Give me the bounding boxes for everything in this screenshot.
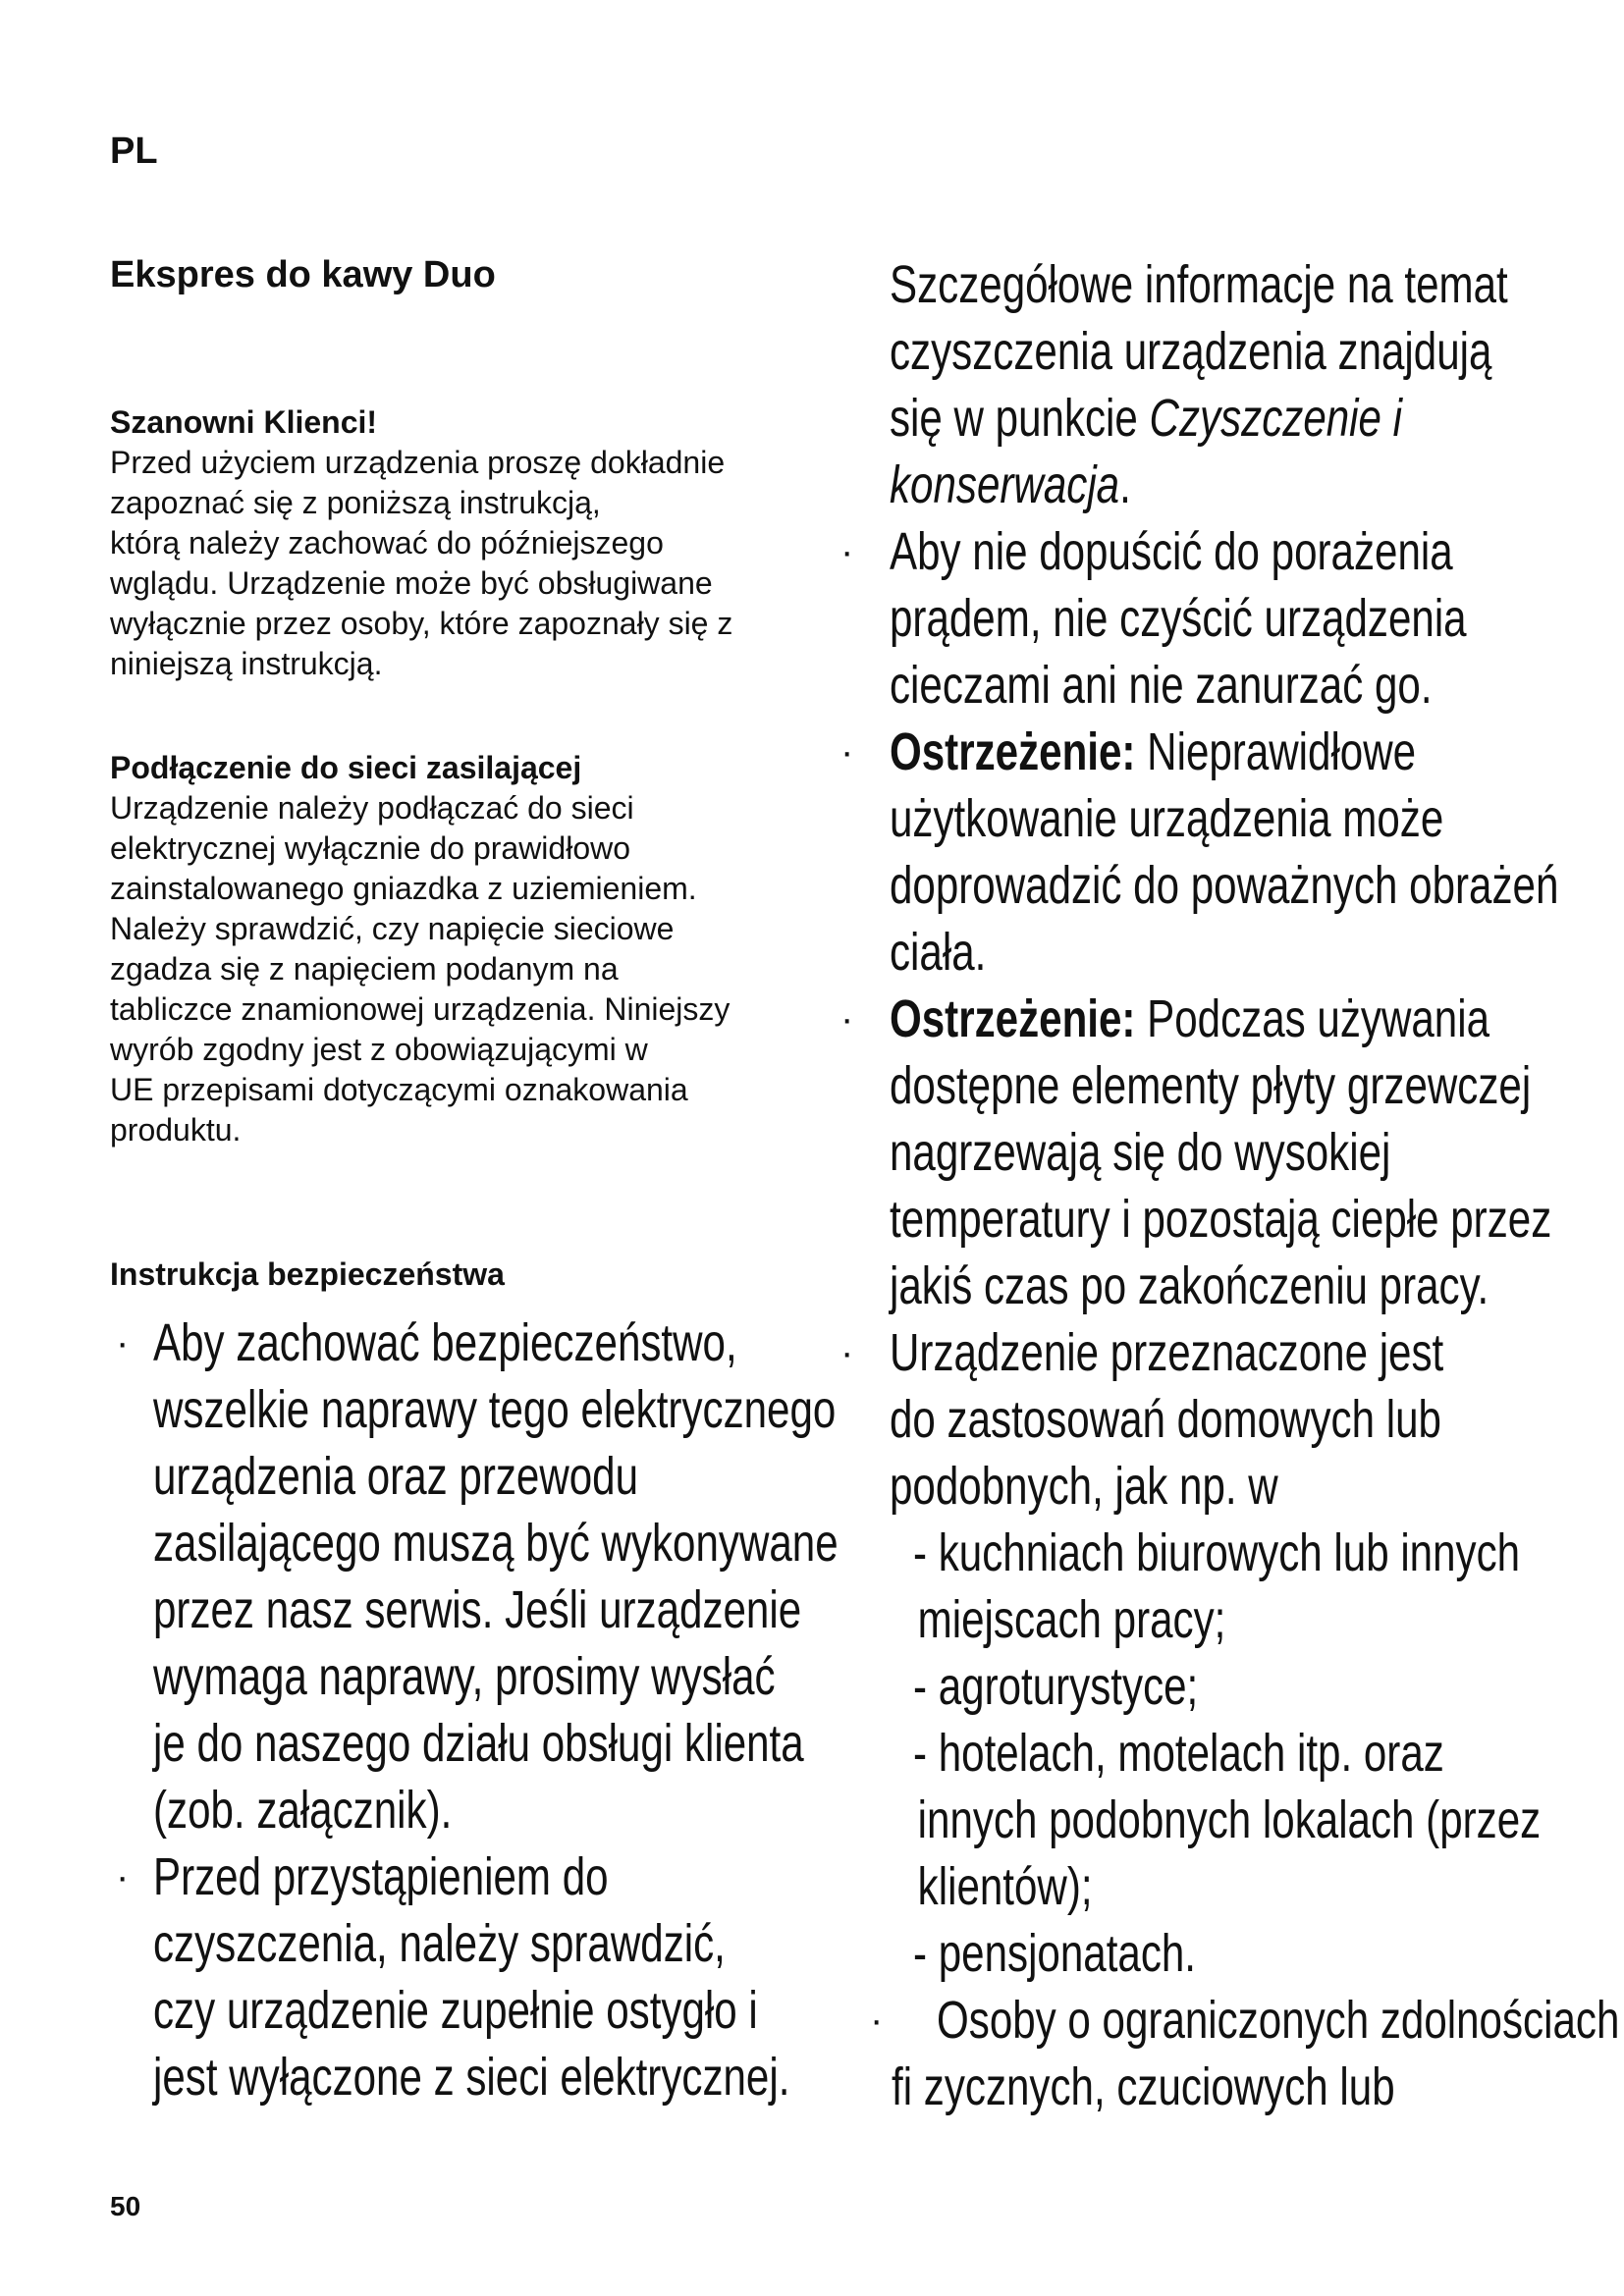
intro-line: Przed użyciem urządzenia proszę dokładnie [110,445,726,480]
power-line: zgadza się z napięciem podanym na [110,951,619,987]
text-line: Urządzenie przeznaczone jest [890,1323,1444,1382]
safety-heading: Instrukcja bezpieczeństwa [110,1256,505,1292]
power-line: produktu. [110,1112,242,1148]
sublist-line: miejscach pracy; [917,1590,1226,1649]
text-line: jakiś czas po zakończeniu pracy. [890,1256,1489,1315]
text-line: wymaga naprawy, prosimy wysłać [153,1647,776,1706]
warning-label: Ostrzeżenie: [890,722,1136,781]
text-line: do zastosowań domowych lub [890,1390,1441,1449]
text-line: jest wyłączone z sieci elektrycznej. [153,2048,790,2107]
language-code: PL [110,131,158,172]
text-part-italic: konserwacja [890,455,1120,514]
text-part: się w punkcie [890,389,1150,448]
intro-line: niniejszą instrukcją. [110,646,383,681]
text-line: fi zycznych, czuciowych lub [892,2057,1395,2116]
text-line: Aby nie dopuścić do porażenia [890,522,1453,581]
text-line [890,385,1508,452]
sublist-line: klientów); [917,1857,1093,1916]
intro-line: wglądu. Urządzenie może być obsługiwane [110,565,713,601]
text-line: Osoby o ograniczonych zdolnościach [937,1991,1620,2050]
safety-cleaning-continued [890,251,1508,518]
sublist-line: - pensjonatach. [913,1924,1197,1983]
bullet-icon: · [116,1321,130,1364]
text-part: . [1119,455,1131,514]
page-number: 50 [110,2191,141,2221]
text-line [890,719,1558,785]
bullet-icon: · [840,1331,854,1374]
bullet-icon: · [840,730,854,774]
text-line: je do naszego działu obsługi klienta [153,1714,804,1773]
power-line: Urządzenie należy podłączać do sieci [110,790,634,826]
power-line: zainstalowanego gniazdka z uziemieniem. [110,871,697,906]
power-line: wyrób zgodny jest z obowiązującymi w [110,1032,648,1067]
text-line: cieczami ani nie zanurzać go. [890,656,1433,715]
text-line: czyszczenia, należy sprawdzić, [153,1914,726,1973]
power-section [110,748,797,1150]
intro-line: którą należy zachować do późniejszego [110,525,664,561]
text-line: doprowadzić do poważnych obrażeń [890,856,1559,915]
text-line: temperatury i pozostają ciepłe przez [890,1190,1552,1249]
text-part: Podczas używania [1135,989,1490,1048]
text-line: użytkowanie urządzenia może [890,789,1444,848]
text-line: zasilającego muszą być wykonywane [153,1514,839,1573]
text-line: nagrzewają się do wysokiej [890,1123,1391,1182]
text-part-italic: Czyszczenie i [1149,389,1403,448]
text-line: Przed przystąpieniem do [153,1847,609,1906]
sublist-line: - agroturystyce; [913,1657,1199,1716]
text-line: ciała. [890,923,987,982]
text-line [890,452,1508,518]
bullet-icon: · [840,997,854,1041]
text-line: czy urządzenie zupełnie ostygło i [153,1981,758,2040]
household-sublist [913,1520,1541,1987]
text-line: dostępne elementy płyty grzewczej [890,1056,1532,1115]
text-line: wszelkie naprawy tego elektrycznego [153,1380,837,1439]
power-line: Należy sprawdzić, czy napięcie sieciowe [110,911,675,946]
power-line: elektrycznej wyłącznie do prawidłowo [110,830,631,866]
text-line: przez nasz serwis. Jeśli urządzenie [153,1580,802,1639]
text-line: (zob. załącznik). [153,1781,453,1840]
safety-bullet-limited-abilities [937,1987,1619,2054]
text-line: Aby zachować bezpieczeństwo, [153,1313,737,1372]
safety-bullet-warning-hot [890,986,1551,1319]
warning-label: Ostrzeżenie: [890,989,1136,1048]
text-line [890,986,1551,1052]
intro-line: zapoznać się z poniższą instrukcją, [110,485,601,520]
power-heading: Podłączenie do sieci zasilającej [110,750,582,785]
intro-line: wyłącznie przez osoby, które zapoznały się z [110,606,733,641]
intro-heading: Szanowni Klienci! [110,404,378,440]
text-line: prądem, nie czyścić urządzenia [890,589,1467,648]
power-line: UE przepisami dotyczącymi oznakowania [110,1072,688,1107]
bullet-icon: · [840,530,854,573]
safety-bullet-household [890,1319,1443,1520]
text-line: czyszczenia urządzenia znajdują [890,322,1492,381]
safety-bullet-liquids [890,518,1467,719]
power-line: tabliczce znamionowej urządzenia. Niniejszy [110,991,731,1027]
sublist-line: - hotelach, motelach itp. oraz [913,1724,1444,1783]
text-line: podobnych, jak np. w [890,1457,1278,1516]
safety-bullet-limited-abilities-cont [892,2054,1395,2120]
page-title: Ekspres do kawy Duo [110,254,496,295]
bullet-icon: · [116,1855,130,1898]
sublist-line: innych podobnych lokalach (przez [917,1790,1542,1849]
safety-bullet-repairs [153,1309,839,1843]
safety-bullet-warning-misuse [890,719,1558,986]
text-line: Szczegółowe informacje na temat [890,255,1508,314]
text-line: urządzenia oraz przewodu [153,1447,639,1506]
safety-bullet-cleaning [153,1843,789,2110]
bullet-icon: · [870,1999,884,2042]
text-part: Nieprawidłowe [1135,722,1417,781]
intro-section [110,402,797,684]
sublist-line: - kuchniach biurowych lub innych [913,1523,1521,1582]
